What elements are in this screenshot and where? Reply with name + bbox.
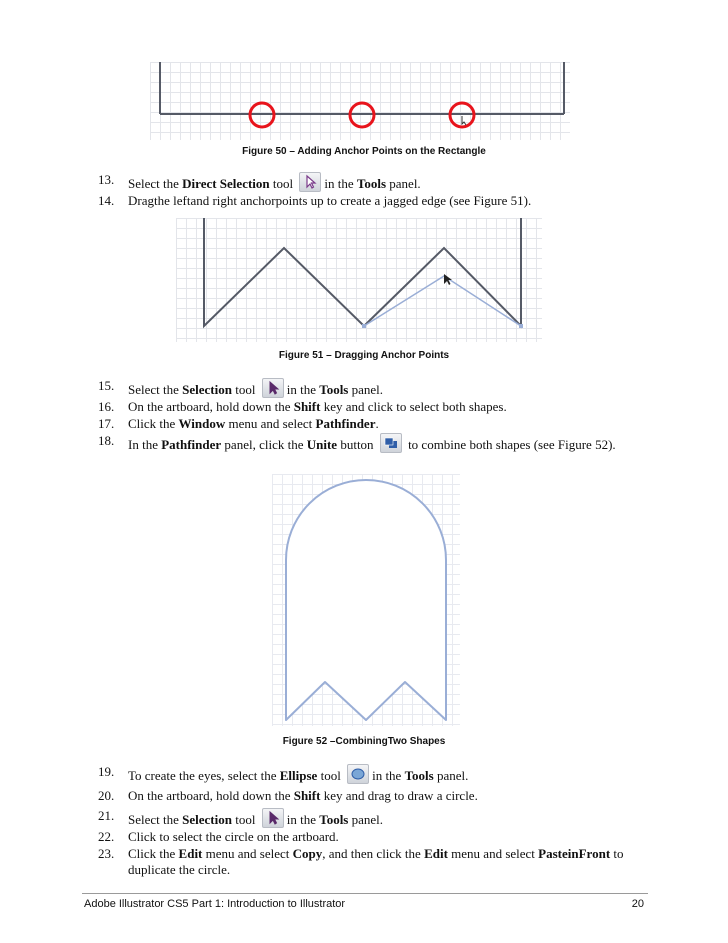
list-item: 14. Dragthe leftand right anchorpoints up to create a jagged edge (see Figure 51). [98, 193, 532, 208]
list-item: 21. Select the Selection tool in the Tools panel. [98, 808, 384, 827]
figure-51-drawing [176, 218, 542, 342]
figure-50-caption: Figure 50 – Adding Anchor Points on the Rectangle [242, 146, 486, 157]
ellipse-icon [347, 764, 369, 784]
selection-arrow-icon [262, 808, 284, 828]
list-item: 22. Click to select the circle on the artboard. [98, 829, 339, 844]
list-item: 23. Click the Edit menu and select Copy, and then click the Edit menu and select PasteinFront to duplicate the circle. [98, 846, 624, 877]
list-item: 18. In the Pathfinder panel, click the Unite button to combine both shapes (see Figure 52). [98, 433, 616, 452]
list-item: 13. Select the Direct Selection tool in the Tools panel. [98, 172, 421, 191]
steps-list-b [98, 378, 658, 454]
direct-selection-icon [299, 172, 321, 192]
selection-arrow-icon [262, 378, 284, 398]
unite-icon [380, 433, 402, 453]
figure-51-image [176, 218, 542, 342]
list-item: 19. To create the eyes, select the Ellipse tool in the Tools panel. [98, 764, 469, 783]
steps-list-a [98, 172, 658, 210]
list-item: 20. On the artboard, hold down the Shift key and drag to draw a circle. [98, 788, 478, 803]
footer-rule [82, 893, 648, 894]
figure-52-image [272, 474, 460, 726]
figure-52-drawing [272, 474, 460, 726]
list-item: 17. Click the Window menu and select Pathfinder. [98, 416, 379, 431]
steps-list-c [98, 764, 658, 879]
pen-cursor-icon [462, 116, 466, 125]
page-number: 20 [631, 898, 644, 910]
footer-title: Adobe Illustrator CS5 Part 1: Introduction to Illustrator [84, 898, 346, 910]
list-item: 16. On the artboard, hold down the Shift key and click to select both shapes. [98, 399, 507, 414]
figure-50-image [150, 62, 570, 140]
figure-51-caption: Figure 51 – Dragging Anchor Points [278, 350, 450, 361]
list-item: 15. Select the Selection tool in the Tools panel. [98, 378, 384, 397]
figure-52-caption: Figure 52 –CombiningTwo Shapes [282, 736, 446, 747]
cursor-arrow-icon [444, 274, 452, 285]
figure-50-drawing [150, 62, 570, 140]
